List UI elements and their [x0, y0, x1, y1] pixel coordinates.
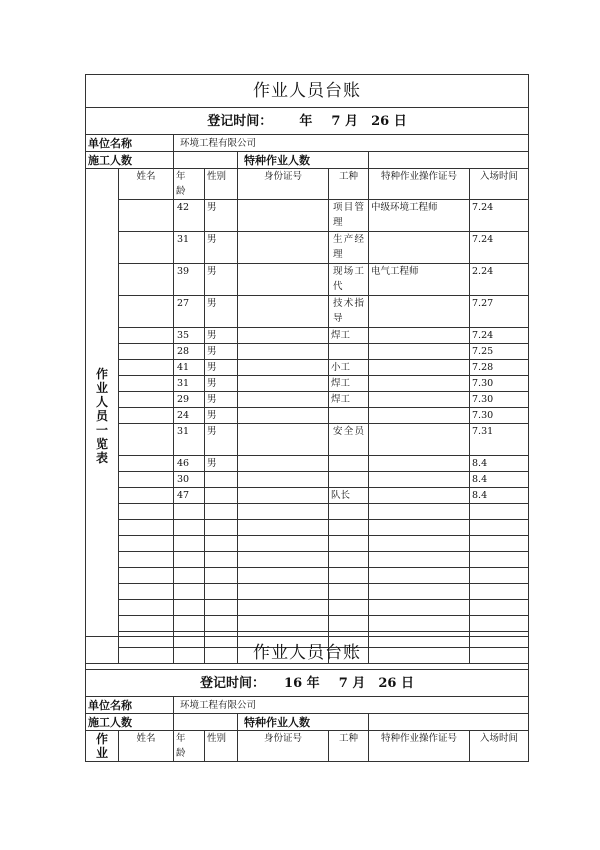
row-trade: 焊工: [329, 392, 369, 408]
register-label: 登记时间：: [207, 113, 273, 129]
row-gender: 男: [205, 296, 238, 328]
register-day: 26: [371, 113, 390, 129]
register-day-unit: 日: [393, 113, 407, 129]
row-entry: 2.24: [470, 264, 529, 296]
header-entry: 入场时间: [470, 169, 529, 200]
row-age: 31: [174, 232, 205, 264]
header-cert: 特种作业操作证号: [369, 731, 470, 762]
side-label: 作业人员一览表: [86, 169, 119, 664]
unit-label: 单位名称: [86, 697, 174, 714]
empty-row: [86, 600, 529, 616]
row-trade: 焊工: [329, 376, 369, 392]
row-cert: [369, 472, 470, 488]
header-cert: 特种作业操作证号: [369, 169, 470, 200]
row-cert: [369, 328, 470, 344]
empty-row: [86, 616, 529, 632]
ledger-title: 作业人员台账: [86, 637, 529, 670]
row-age: 46: [174, 456, 205, 472]
empty-row: [86, 568, 529, 584]
row-entry: 7.27: [470, 296, 529, 328]
header-name: 姓名: [119, 731, 174, 762]
workers-label: 施工人数: [86, 714, 174, 731]
row-cert: [369, 488, 470, 504]
header-gender: 性别: [205, 169, 238, 200]
header-id: 身份证号: [238, 169, 329, 200]
row-entry: 7.25: [470, 344, 529, 360]
register-month: 7: [331, 113, 341, 129]
row-entry: 7.30: [470, 376, 529, 392]
header-age: 年龄: [174, 731, 205, 762]
row-entry: 7.24: [470, 328, 529, 344]
register-year-unit: 年: [306, 675, 320, 691]
unit-value: 环境工程有限公司: [174, 697, 529, 714]
ledger-table-2: [85, 636, 529, 762]
row-gender: 男: [205, 424, 238, 456]
row-gender: 男: [205, 232, 238, 264]
special-workers-label: 特种作业人数: [238, 152, 369, 169]
table-row: [86, 376, 529, 392]
row-entry: 7.24: [470, 232, 529, 264]
row-trade: 小工: [329, 360, 369, 376]
row-cert: [369, 408, 470, 424]
row-age: 47: [174, 488, 205, 504]
row-trade: 现场工代: [329, 264, 369, 296]
row-trade: 队长: [329, 488, 369, 504]
row-age: 31: [174, 376, 205, 392]
header-name: 姓名: [119, 169, 174, 200]
header-trade: 工种: [329, 731, 369, 762]
row-cert: [369, 392, 470, 408]
row-trade: [329, 408, 369, 424]
row-gender: 男: [205, 376, 238, 392]
register-month-unit: 月: [352, 675, 366, 691]
special-workers-value: [369, 714, 529, 731]
workers-value: [174, 714, 238, 731]
register-label: 登记时间：: [199, 675, 265, 691]
row-entry: 7.30: [470, 392, 529, 408]
table-row: [86, 264, 529, 296]
unit-value: 环境工程有限公司: [174, 135, 529, 152]
table-row: [86, 296, 529, 328]
row-cert: [369, 296, 470, 328]
row-age: 28: [174, 344, 205, 360]
table-row: [86, 456, 529, 472]
special-workers-label: 特种作业人数: [238, 714, 369, 731]
register-day: 26: [378, 675, 397, 691]
row-trade: [329, 456, 369, 472]
row-entry: 8.4: [470, 456, 529, 472]
workers-label: 施工人数: [86, 152, 174, 169]
special-workers-value: [369, 152, 529, 169]
row-trade: [329, 472, 369, 488]
header-entry: 入场时间: [470, 731, 529, 762]
side-label: 作业: [86, 731, 119, 762]
row-cert: [369, 360, 470, 376]
row-gender: 男: [205, 360, 238, 376]
empty-row: [86, 552, 529, 568]
row-age: 29: [174, 392, 205, 408]
register-day-unit: 日: [401, 675, 415, 691]
row-cert: [369, 376, 470, 392]
register-month-unit: 月: [345, 113, 359, 129]
row-entry: 8.4: [470, 488, 529, 504]
header-gender: 性别: [205, 731, 238, 762]
row-gender: [205, 488, 238, 504]
row-gender: 男: [205, 328, 238, 344]
row-entry: 7.30: [470, 408, 529, 424]
row-cert: 电气工程师: [369, 264, 470, 296]
table-row: [86, 360, 529, 376]
header-trade: 工种: [329, 169, 369, 200]
row-age: 41: [174, 360, 205, 376]
register-month: 7: [338, 675, 348, 691]
row-gender: 男: [205, 456, 238, 472]
ledger-title: 作业人员台账: [86, 75, 529, 108]
header-id: 身份证号: [238, 731, 329, 762]
table-row: [86, 392, 529, 408]
table-row: [86, 328, 529, 344]
workers-value: [174, 152, 238, 169]
table-row: [86, 488, 529, 504]
row-cert: [369, 232, 470, 264]
row-entry: 7.24: [470, 200, 529, 232]
row-age: 31: [174, 424, 205, 456]
row-trade: 生产经理: [329, 232, 369, 264]
register-time: [86, 108, 529, 135]
row-gender: [205, 472, 238, 488]
ledger-table-1: [85, 74, 529, 664]
empty-row: [86, 584, 529, 600]
row-age: 35: [174, 328, 205, 344]
row-cert: [369, 456, 470, 472]
register-year-unit: 年: [299, 113, 313, 129]
table-row: [86, 200, 529, 232]
empty-row: [86, 536, 529, 552]
table-row: [86, 408, 529, 424]
table-row: [86, 344, 529, 360]
row-trade: 安全员: [329, 424, 369, 456]
register-year: 16: [284, 675, 303, 691]
table-row: [86, 472, 529, 488]
row-cert: 中级环境工程师: [369, 200, 470, 232]
row-gender: 男: [205, 408, 238, 424]
empty-row: [86, 504, 529, 520]
row-age: 42: [174, 200, 205, 232]
row-gender: 男: [205, 264, 238, 296]
row-gender: 男: [205, 344, 238, 360]
row-trade: 技术指导: [329, 296, 369, 328]
row-trade: 项目管理: [329, 200, 369, 232]
row-entry: 7.28: [470, 360, 529, 376]
row-trade: [329, 344, 369, 360]
row-cert: [369, 424, 470, 456]
row-trade: 焊工: [329, 328, 369, 344]
row-gender: 男: [205, 392, 238, 408]
row-entry: 7.31: [470, 424, 529, 456]
register-time: [86, 670, 529, 697]
row-cert: [369, 344, 470, 360]
header-age: 年龄: [174, 169, 205, 200]
row-age: 39: [174, 264, 205, 296]
row-age: 27: [174, 296, 205, 328]
unit-label: 单位名称: [86, 135, 174, 152]
empty-row: [86, 520, 529, 536]
row-age: 30: [174, 472, 205, 488]
table-row: [86, 424, 529, 456]
row-entry: 8.4: [470, 472, 529, 488]
row-gender: 男: [205, 200, 238, 232]
row-age: 24: [174, 408, 205, 424]
table-row: [86, 232, 529, 264]
